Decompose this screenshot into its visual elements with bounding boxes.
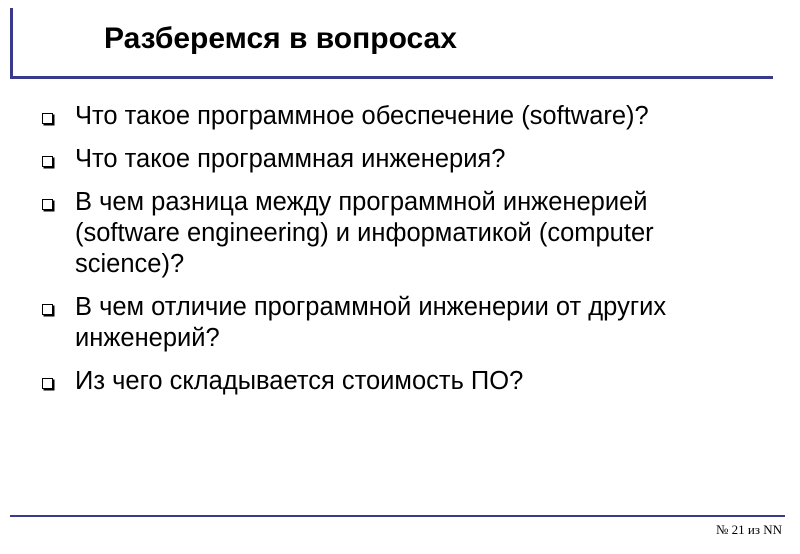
list-item	[38, 144, 758, 175]
square-bullet-icon	[42, 113, 53, 124]
footer-divider	[10, 515, 785, 517]
list-item	[38, 366, 758, 397]
square-bullet-icon	[42, 378, 53, 389]
bullet-text: Что такое программное обеспечение (software)?	[75, 102, 649, 130]
square-bullet-icon	[42, 304, 53, 315]
title-divider	[10, 76, 773, 79]
bullet-text: Что такое программная инженерия?	[75, 145, 506, 173]
list-item	[38, 101, 758, 132]
page-number: № 21 из NN	[715, 522, 782, 537]
title-accent-bar	[10, 8, 13, 78]
bullet-text: В чем отличие программной инженерии от других инженерий?	[75, 293, 667, 352]
slide-title: Разберемся в вопросах	[104, 22, 457, 55]
list-item	[38, 187, 758, 280]
list-item	[38, 292, 758, 354]
bullet-text: В чем разница между программной инженерией (software engineering) и информатикой (computer science)?	[75, 188, 654, 278]
square-bullet-icon	[42, 199, 53, 210]
square-bullet-icon	[42, 156, 53, 167]
bullet-list	[38, 101, 758, 409]
bullet-text: Из чего складывается стоимость ПО?	[75, 367, 524, 395]
